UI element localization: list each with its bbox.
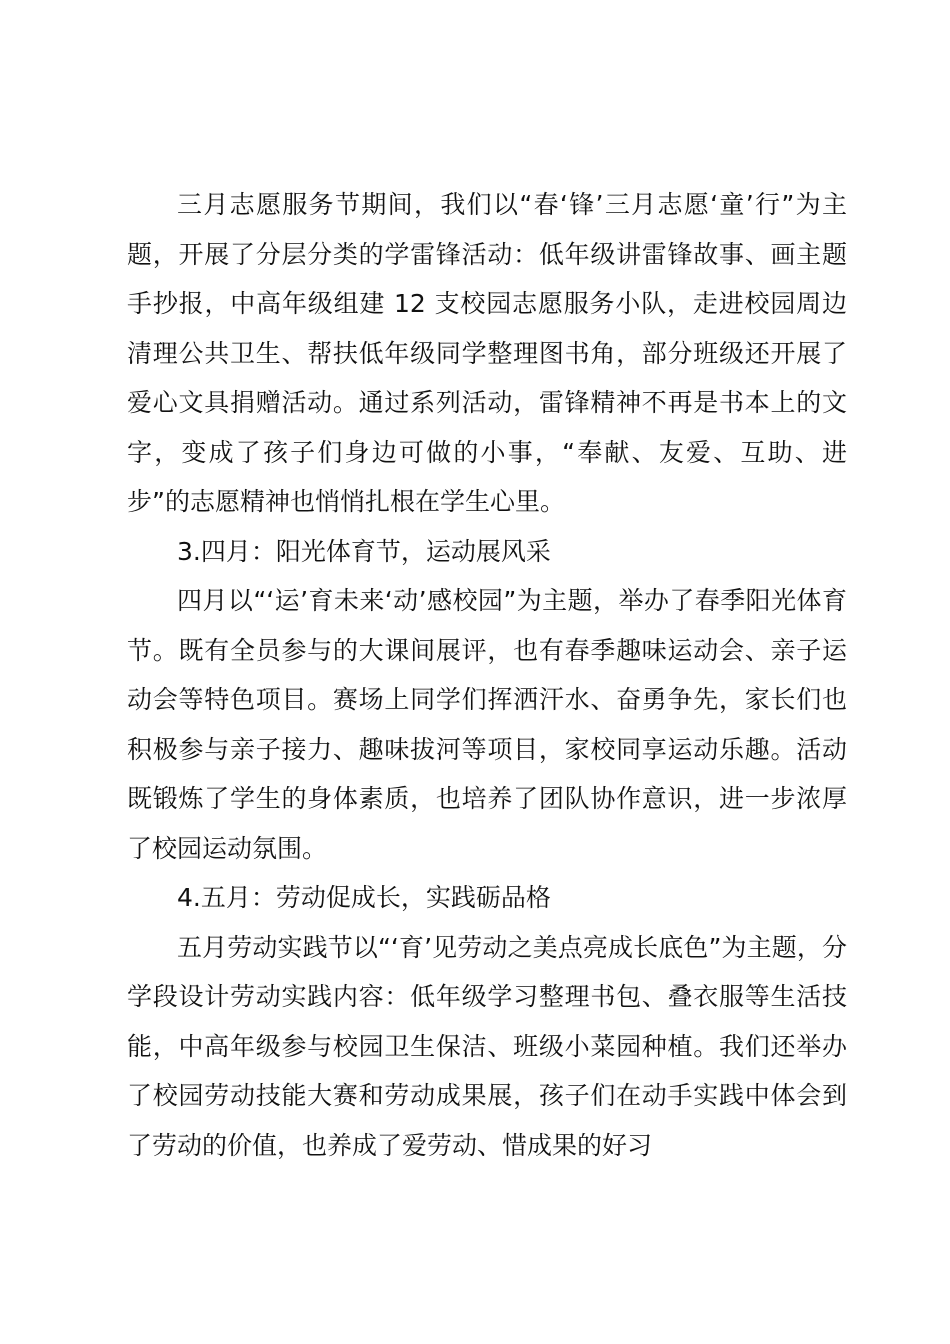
paragraph-volunteer-festival: 三月志愿服务节期间，我们以“春‘锋’三月志愿‘童’行”为主题，开展了分层分类的学雷锋活动：低年级讲雷锋故事、画主题手抄报，中高年级组建 12 支校园志愿服务小队，走进校园周边清理公共卫生、帮扶低年级同学整理图书角，部分班级还开展了爱心文具捐赠活动。通过系列活动，雷锋精神不再是书本上的文字，变成了孩子们身边可做的小事，“奉献、友爱、互助、进步”的志愿精神也悄悄扎根在学生心里。 (127, 190, 847, 516)
heading-april-sports-festival: 3.四月：阳光体育节，运动展风采 (177, 536, 551, 566)
paragraph-may-labor-practice: 五月劳动实践节以“‘育’见劳动之美点亮成长底色”为主题，分学段设计劳动实践内容：低年级学习整理书包、叠衣服等生活技能，中高年级参与校园卫生保洁、班级小菜园种植。我们还举办了校园劳动技能大赛和劳动成果展，孩子们在动手实践中体会到了劳动的价值，也养成了爱劳动、惜成果的好习 (127, 932, 847, 1160)
document-body (127, 180, 847, 1170)
heading-may-labor-practice: 4.五月：劳动促成长，实践砺品格 (177, 883, 551, 912)
paragraph-april-sports-festival: 四月以“‘运’育未来‘动’感校园”为主题，举办了春季阳光体育节。既有全员参与的大课间展评，也有春季趣味运动会、亲子运动会等特色项目。赛场上同学们挥洒汗水、奋勇争先，家长们也积极参与亲子接力、趣味拔河等项目，家校同享运动乐趣。活动既锻炼了学生的身体素质，也培养了团队协作意识，进一步浓厚了校园运动氛围。 (127, 586, 847, 863)
